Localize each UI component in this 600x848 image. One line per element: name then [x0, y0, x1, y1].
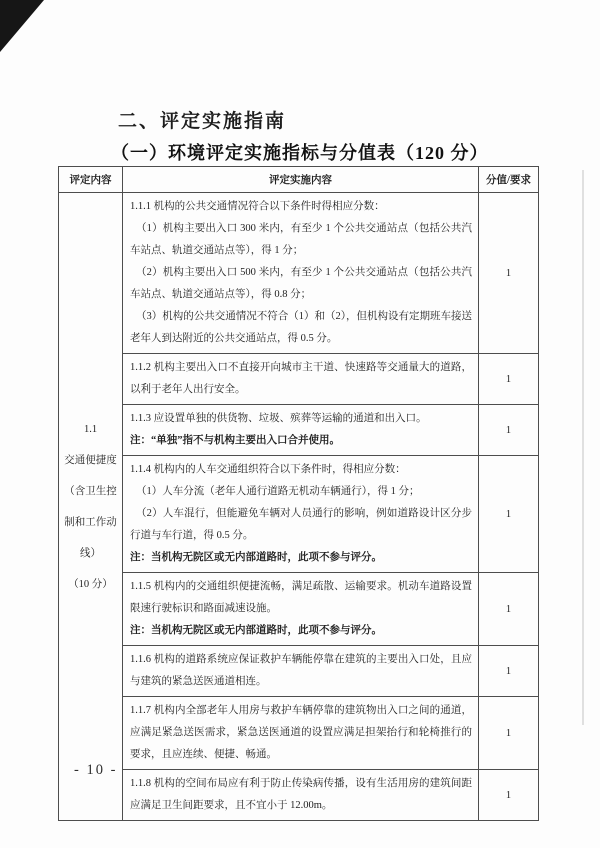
- criterion-text: （1）人车分流（老年人通行道路无机动车辆通行），得 1 分；: [136, 486, 420, 497]
- category-cell: [59, 193, 123, 821]
- score-cell: 1: [479, 456, 539, 573]
- score-cell: 1: [479, 770, 539, 821]
- criterion-note-text: 注：当机构无院区或无内部道路时，此项不参与评分。: [130, 552, 382, 563]
- criterion-cell-1-1-8: [123, 770, 479, 821]
- criterion-text: 1.1.3 应设置单独的供货物、垃圾、殡葬等运输的通道和出入口。: [130, 413, 427, 424]
- category-line: 1.1: [83, 423, 98, 435]
- criterion-text: 1.1.4 机构内的人车交通组织符合以下条件时，得相应分数：: [130, 464, 406, 475]
- page-number: - 10 -: [74, 762, 118, 778]
- criterion-text: 1.1.5 机构内的交通组织便捷流畅，满足疏散、运输要求。机动车道路设置限速行驶标识和路面减速设施。: [130, 581, 472, 614]
- criterion-cell-1-1-1: [123, 193, 479, 354]
- criterion-text: 1.1.7 机构内全部老年人用房与救护车辆停靠的建筑物出入口之间的通道，应满足紧急送医需求，紧急送医通道的设置应满足担架抬行和轮椅推行的要求，且应连续、便捷、畅通。: [130, 705, 472, 760]
- score-cell: 1: [479, 405, 539, 456]
- criterion-note-text: 注：“单独”指不与机构主要出入口合并使用。: [130, 435, 340, 446]
- scan-fold-corner-artifact: [0, 0, 44, 52]
- category-line: 交通便捷度: [64, 454, 117, 466]
- criterion-text: 1.1.1 机构的公共交通情况符合以下条件时得相应分数：: [130, 201, 385, 212]
- header-score-requirement: 分值/要求: [479, 167, 539, 193]
- table-row: [59, 405, 539, 456]
- header-eval-content: 评定内容: [59, 167, 123, 193]
- subsection-title: （一）环境评定实施指标与分值表（120 分）: [111, 143, 489, 163]
- category-line: 线）: [80, 547, 101, 559]
- category-line: （10 分）: [68, 578, 113, 590]
- category-line: （含卫生控: [64, 485, 117, 497]
- criterion-text: 1.1.2 机构主要出入口不直接开向城市主干道、快速路等交通量大的道路，以利于老年人出行安全。: [130, 362, 472, 395]
- scan-streak-artifact: [582, 170, 584, 725]
- criterion-note-text: 注：当机构无院区或无内部道路时，此项不参与评分。: [130, 625, 382, 636]
- table-header-row: [59, 167, 539, 193]
- table-row: [59, 646, 539, 697]
- criterion-text: （2）人车混行，但能避免车辆对人员通行的影响，例如道路设计区分步行道与车行道，得 0.5 分。: [130, 508, 472, 541]
- table-row: [59, 697, 539, 770]
- criterion-text: （2）机构主要出入口 500 米内，有至少 1 个公共交通站点（包括公共汽车站点、轨道交通站点等），得 0.8 分；: [130, 267, 472, 300]
- criterion-cell-1-1-6: [123, 646, 479, 697]
- criterion-cell-1-1-3: [123, 405, 479, 456]
- table-row: [59, 193, 539, 354]
- criterion-text: （1）机构主要出入口 300 米内，有至少 1 个公共交通站点（包括公共汽车站点、轨道交通站点等），得 1 分；: [130, 223, 472, 256]
- criterion-text: 1.1.8 机构的空间布局应有利于防止传染病传播，设有生活用房的建筑间距应满足卫生间距要求，且不宜小于 12.00m。: [130, 778, 472, 811]
- evaluation-score-table: [58, 166, 539, 821]
- score-cell: 1: [479, 193, 539, 354]
- table-row: [59, 573, 539, 646]
- table-row: [59, 456, 539, 573]
- score-cell: 1: [479, 697, 539, 770]
- category-line: 制和工作动: [64, 516, 117, 528]
- criterion-cell-1-1-2: [123, 354, 479, 405]
- score-cell: 1: [479, 354, 539, 405]
- table-row: [59, 354, 539, 405]
- criterion-cell-1-1-4: [123, 456, 479, 573]
- criterion-text: （3）机构的公共交通情况不符合（1）和（2），但机构设有定期班车接送老年人到达附近的公共交通站点，得 0.5 分。: [130, 311, 472, 344]
- score-cell: 1: [479, 573, 539, 646]
- score-cell: 1: [479, 646, 539, 697]
- criterion-text: 1.1.6 机构的道路系统应保证救护车辆能停靠在建筑的主要出入口处，且应与建筑的紧急送医通道相连。: [130, 654, 472, 687]
- criterion-cell-1-1-7: [123, 697, 479, 770]
- criterion-cell-1-1-5: [123, 573, 479, 646]
- table-row: [59, 770, 539, 821]
- section-title: 二、评定实施指南: [118, 111, 287, 132]
- header-eval-implementation: 评定实施内容: [123, 167, 479, 193]
